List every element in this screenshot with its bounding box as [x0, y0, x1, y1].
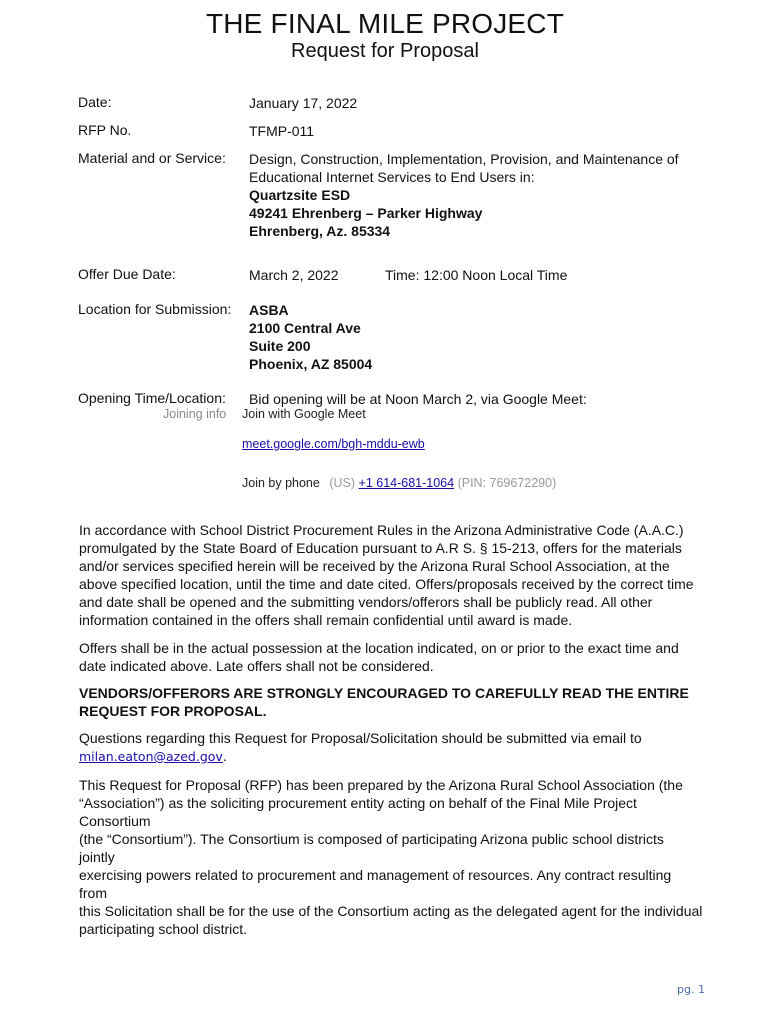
joining-info-label: Joining info [163, 407, 227, 421]
location-line: Phoenix, AZ 85004 [249, 356, 373, 372]
location-line: ASBA [249, 302, 289, 318]
paragraph-line: participating school district. [79, 921, 248, 937]
material-line: Educational Internet Services to End Users in: [249, 169, 535, 185]
phone-link[interactable]: +1 614-681-1064 [358, 476, 455, 490]
join-phone-row [242, 476, 556, 490]
location-label: Location for Submission: [78, 301, 232, 317]
material-address: 49241 Ehrenberg – Parker Highway [249, 205, 483, 221]
page-subtitle: Request for Proposal [291, 40, 479, 62]
material-school: Quartzsite ESD [249, 187, 351, 203]
paragraph-questions [79, 729, 703, 766]
paragraph-line: and/or services specified herein will be received by the Arizona Rural School Association, at the [79, 558, 670, 574]
paragraph-line: information contained in the offers shall remain confidential until award is made. [79, 612, 573, 628]
location-value [249, 301, 372, 373]
phone-country: (US) [329, 476, 356, 490]
paragraph-rfp-description [79, 776, 703, 938]
paragraph-line: this Solicitation shall be for the use of the Consortium acting as the delegated agent for the individual [79, 903, 703, 919]
paragraph-end: . [222, 748, 227, 764]
paragraph-line: VENDORS/OFFERORS ARE STRONGLY ENCOURAGED TO CAREFULLY READ THE ENTIRE [79, 685, 689, 701]
paragraph-late-offers [79, 639, 703, 675]
paragraph-line: “Association”) as the soliciting procurement entity acting on behalf of the Final Mile Project Consortium [79, 795, 637, 829]
join-meet-label: Join with Google Meet [242, 407, 366, 421]
location-line: Suite 200 [249, 338, 311, 354]
offer-due-value: March 2, 2022 [249, 267, 339, 283]
paragraph-line: Offers shall be in the actual possession at the location indicated, on or prior to the exact time and [79, 640, 679, 656]
paragraph-line: This Request for Proposal (RFP) has been prepared by the Arizona Rural School Association (the [79, 777, 683, 793]
rfp-value: TFMP-011 [249, 123, 315, 139]
paragraph-line: date indicated above. Late offers shall not be considered. [79, 658, 434, 674]
meet-link[interactable]: meet.google.com/bgh-mddu-ewb [242, 437, 425, 451]
paragraph-line: and date shall be opened and the submitting vendors/offerors shall be publicly read. All other [79, 594, 653, 610]
paragraph-procurement [79, 521, 703, 629]
offer-due-label: Offer Due Date: [78, 266, 176, 282]
material-line: Design, Construction, Implementation, Provision, and Maintenance of [249, 151, 679, 167]
paragraph-line: (the “Consortium”). The Consortium is composed of participating Arizona public school districts jointly [79, 831, 664, 865]
opening-value: Bid opening will be at Noon March 2, via Google Meet: [249, 391, 587, 407]
paragraph-warning [79, 684, 703, 720]
page-title: THE FINAL MILE PROJECT [205, 8, 565, 39]
paragraph-line: above specified location, until the time and date cited. Offers/proposals received by the correct time [79, 576, 694, 592]
location-line: 2100 Central Ave [249, 320, 361, 336]
phone-pin: (PIN: 769672290) [457, 476, 557, 490]
offer-time: Time: 12:00 Noon Local Time [385, 267, 568, 283]
paragraph-line: exercising powers related to procurement and management of resources. Any contract resulting from [79, 867, 672, 901]
material-label: Material and or Service: [78, 150, 226, 166]
date-label: Date: [78, 94, 112, 110]
rfp-label: RFP No. [78, 122, 132, 138]
email-link[interactable]: milan.eaton@azed.gov [79, 749, 223, 764]
paragraph-line: promulgated by the State Board of Education pursuant to A.R S. § 15-213, offers for the materials [79, 540, 682, 556]
opening-label: Opening Time/Location: [78, 390, 226, 406]
paragraph-line: Questions regarding this Request for Proposal/Solicitation should be submitted via email to [79, 730, 642, 746]
join-phone-label: Join by phone [242, 476, 320, 490]
page-number: pg. 1 [677, 983, 705, 996]
paragraph-line: REQUEST FOR PROPOSAL. [79, 703, 267, 719]
material-value [249, 150, 679, 240]
paragraph-line: In accordance with School District Procurement Rules in the Arizona Administrative Code (A.A.C.) [79, 522, 684, 538]
material-city: Ehrenberg, Az. 85334 [249, 223, 391, 239]
date-value: January 17, 2022 [249, 95, 358, 111]
